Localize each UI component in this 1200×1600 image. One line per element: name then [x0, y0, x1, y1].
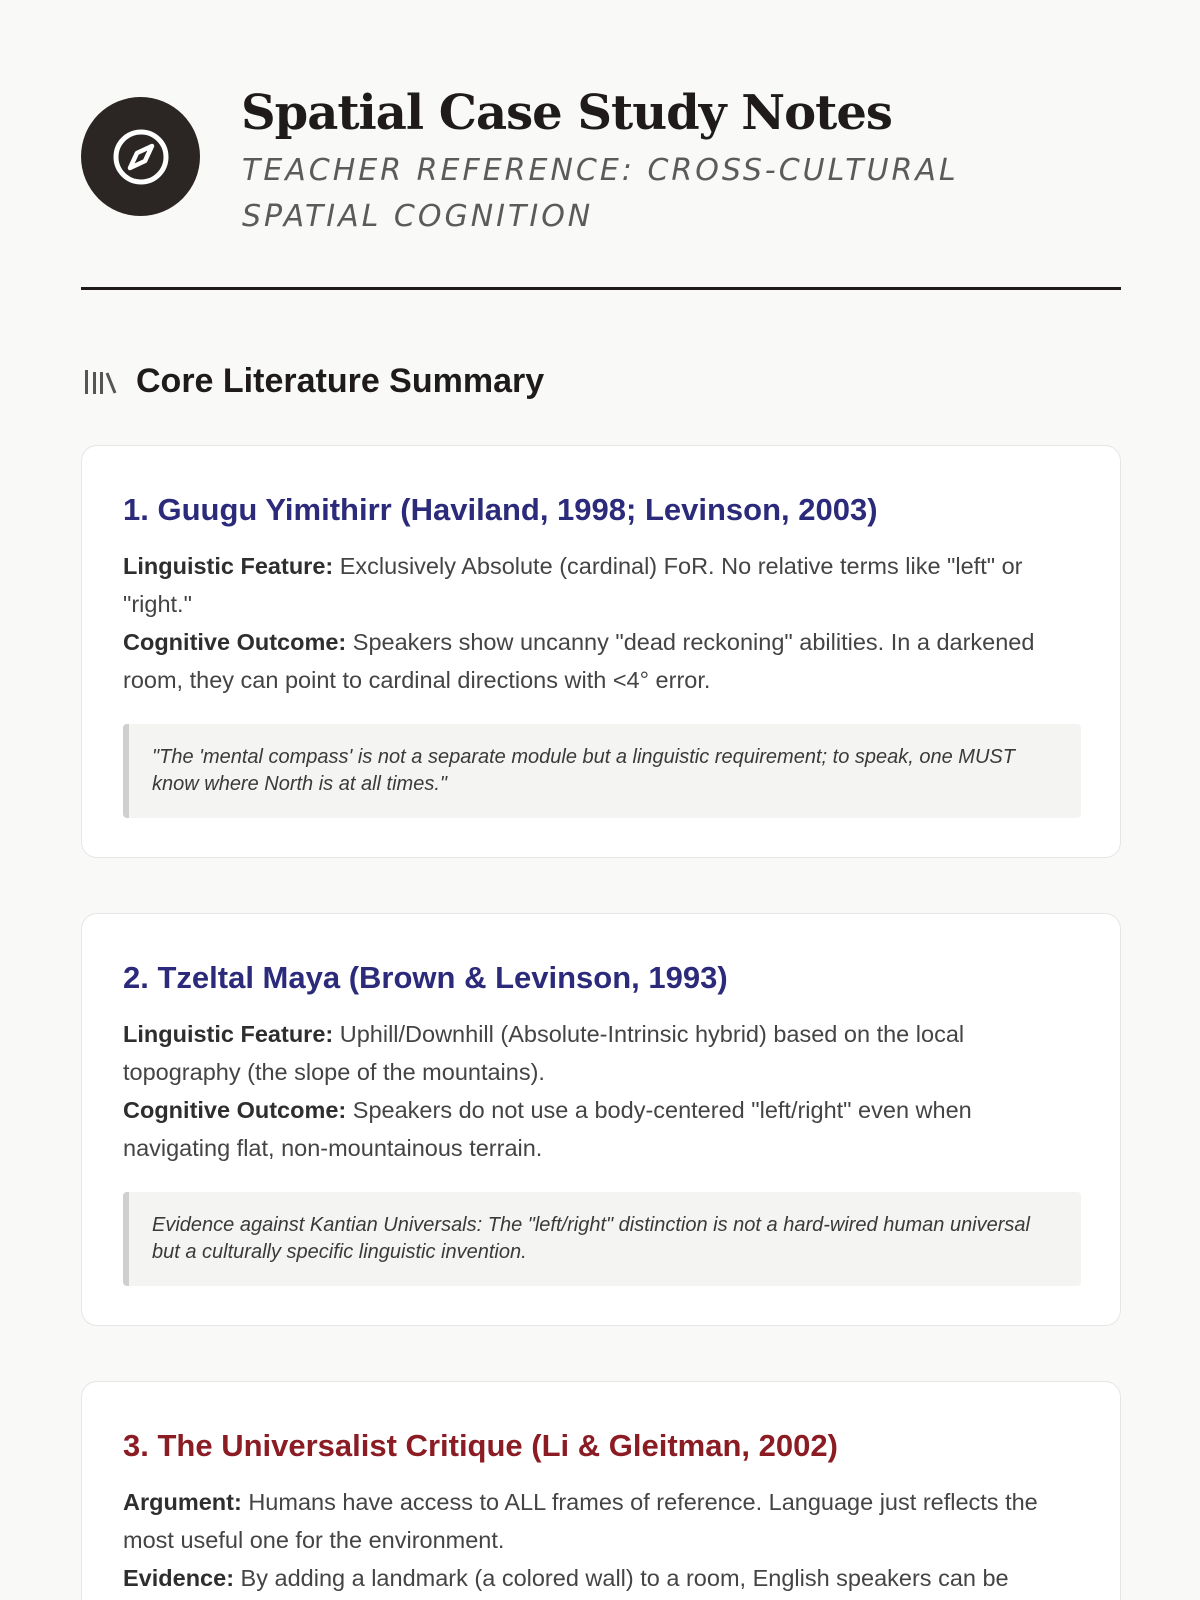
card-quote: "The 'mental compass' is not a separate module but a linguistic requirement; to speak, one MUST know where North is at all times." [123, 724, 1081, 818]
evidence-text: By adding a landmark (a colored wall) to a room, English speakers can be [234, 1565, 1009, 1591]
compass-icon [111, 127, 171, 187]
card-evidence [123, 1559, 1083, 1597]
card-quote: Evidence against Kantian Universals: The "left/right" distinction is not a hard-wired human universal but a culturally specific linguistic invention. [123, 1192, 1081, 1286]
outcome-text: Speakers show uncanny "dead reckoning" abilities. In a darkened room, they can point to cardinal directions with <4° error. [123, 629, 1035, 693]
card-outcome [123, 623, 1083, 699]
card-title: 2. Tzeltal Maya (Brown & Levinson, 1993) [123, 960, 728, 995]
card-feature [123, 547, 1083, 623]
logo [81, 97, 200, 216]
feature-label: Linguistic Feature: [123, 1021, 334, 1047]
feature-text: Uphill/Downhill (Absolute-Intrinsic hybrid) based on the local topography (the slope of the mountains). [123, 1021, 965, 1085]
feature-text: Exclusively Absolute (cardinal) FoR. No relative terms like "left" or "right." [123, 553, 1023, 617]
page-title: Spatial Case Study Notes [241, 85, 892, 141]
card-outcome [123, 1091, 1083, 1167]
argument-label: Argument: [123, 1489, 242, 1515]
section-heading [83, 361, 544, 401]
feature-label: Linguistic Feature: [123, 553, 334, 579]
card-title: 3. The Universalist Critique (Li & Gleitman, 2002) [123, 1428, 838, 1463]
evidence-label: Evidence: [123, 1565, 235, 1591]
card-argument [123, 1483, 1083, 1559]
header-divider [81, 287, 1121, 290]
books-icon [83, 366, 119, 396]
argument-text: Humans have access to ALL frames of reference. Language just reflects the most useful one for the environment. [123, 1489, 1038, 1553]
page-subtitle: TEACHER REFERENCE: CROSS-CULTURAL SPATIAL COGNITION [242, 153, 959, 234]
section-title: Core Literature Summary [136, 362, 545, 400]
literature-card [81, 913, 1121, 1326]
literature-card [81, 1381, 1121, 1600]
literature-card [81, 445, 1121, 858]
outcome-label: Cognitive Outcome: [123, 1097, 347, 1123]
outcome-label: Cognitive Outcome: [123, 629, 347, 655]
card-title: 1. Guugu Yimithirr (Haviland, 1998; Levinson, 2003) [123, 492, 878, 527]
outcome-text: Speakers do not use a body-centered "left/right" even when navigating flat, non-mountainous terrain. [123, 1097, 972, 1161]
card-feature [123, 1015, 1083, 1091]
